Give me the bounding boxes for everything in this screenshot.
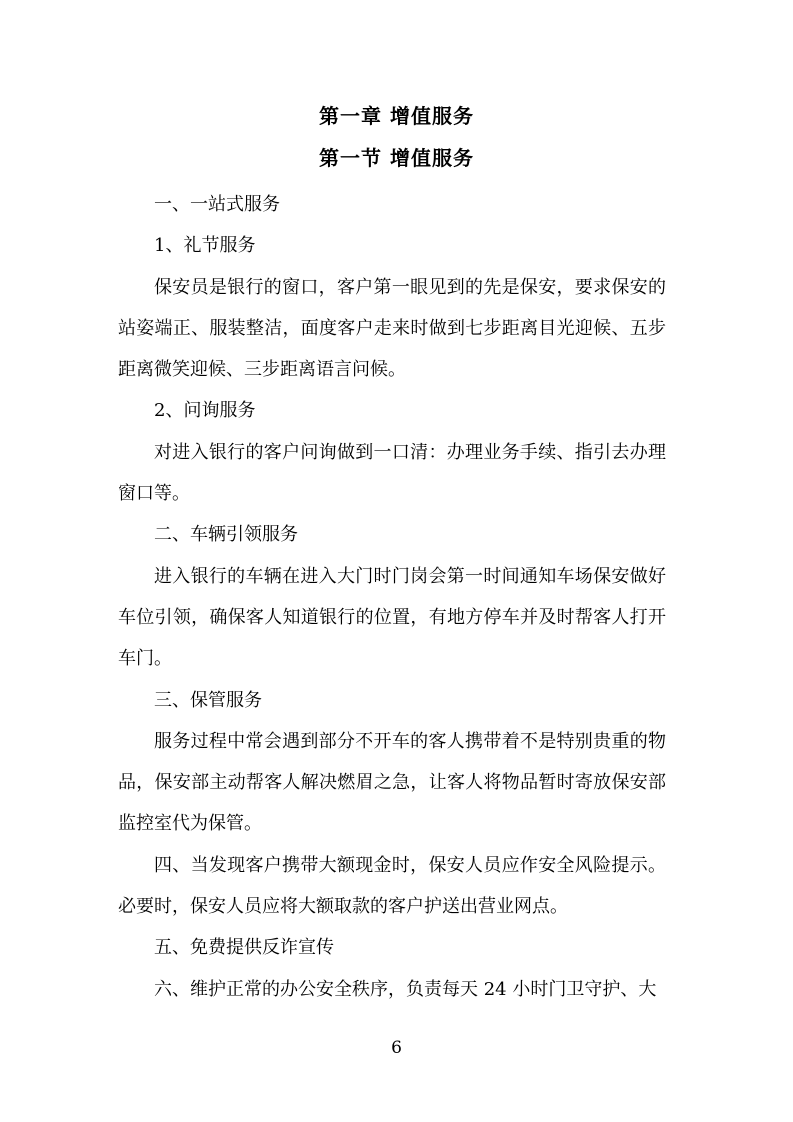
paragraph-inquiry: 对进入银行的客户问询做到一口清：办理业务手续、指引去办理窗口等。 — [118, 441, 666, 505]
chapter-title: 第一章 增值服务 — [319, 104, 474, 128]
document-body — [118, 184, 666, 1010]
heading-etiquette-service: 1、礼节服务 — [154, 235, 256, 257]
heading-anti-fraud: 五、免费提供反诈宣传 — [154, 937, 334, 959]
paragraph-order-maintenance: 六、维护正常的办公安全秩序，负责每天 24 小时门卫守护、大 — [154, 978, 657, 1000]
paragraph-etiquette: 保安员是银行的窗口，客户第一眼见到的先是保安，要求保安的站姿端正、服装整洁，面度客户走来时做到七步距离目光迎候、五步距离微笑迎候、三步距离语言问候。 — [118, 276, 666, 381]
paragraph-vehicle-guidance: 进入银行的车辆在进入大门时门岗会第一时间通知车场保安做好车位引领，确保客人知道银行的位置，有地方停车并及时帮客人打开车门。 — [118, 565, 666, 670]
heading-vehicle-guidance: 二、车辆引领服务 — [154, 524, 298, 546]
heading-one-stop-service: 一、一站式服务 — [154, 194, 280, 215]
page-number: 6 — [391, 1038, 402, 1058]
paragraph-storage: 服务过程中常会遇到部分不开车的客人携带着不是特别贵重的物品，保安部主动帮客人解决燃眉之急，让客人将物品暂时寄放保安部监控室代为保管。 — [118, 730, 666, 835]
heading-storage-service: 三、保管服务 — [154, 689, 262, 711]
section-title: 第一节 增值服务 — [319, 146, 474, 170]
heading-inquiry-service: 2、问询服务 — [154, 400, 256, 422]
paragraph-cash-escort: 四、当发现客户携带大额现金时，保安人员应作安全风险提示。必要时，保安人员应将大额取款的客户护送出营业网点。 — [118, 854, 666, 918]
